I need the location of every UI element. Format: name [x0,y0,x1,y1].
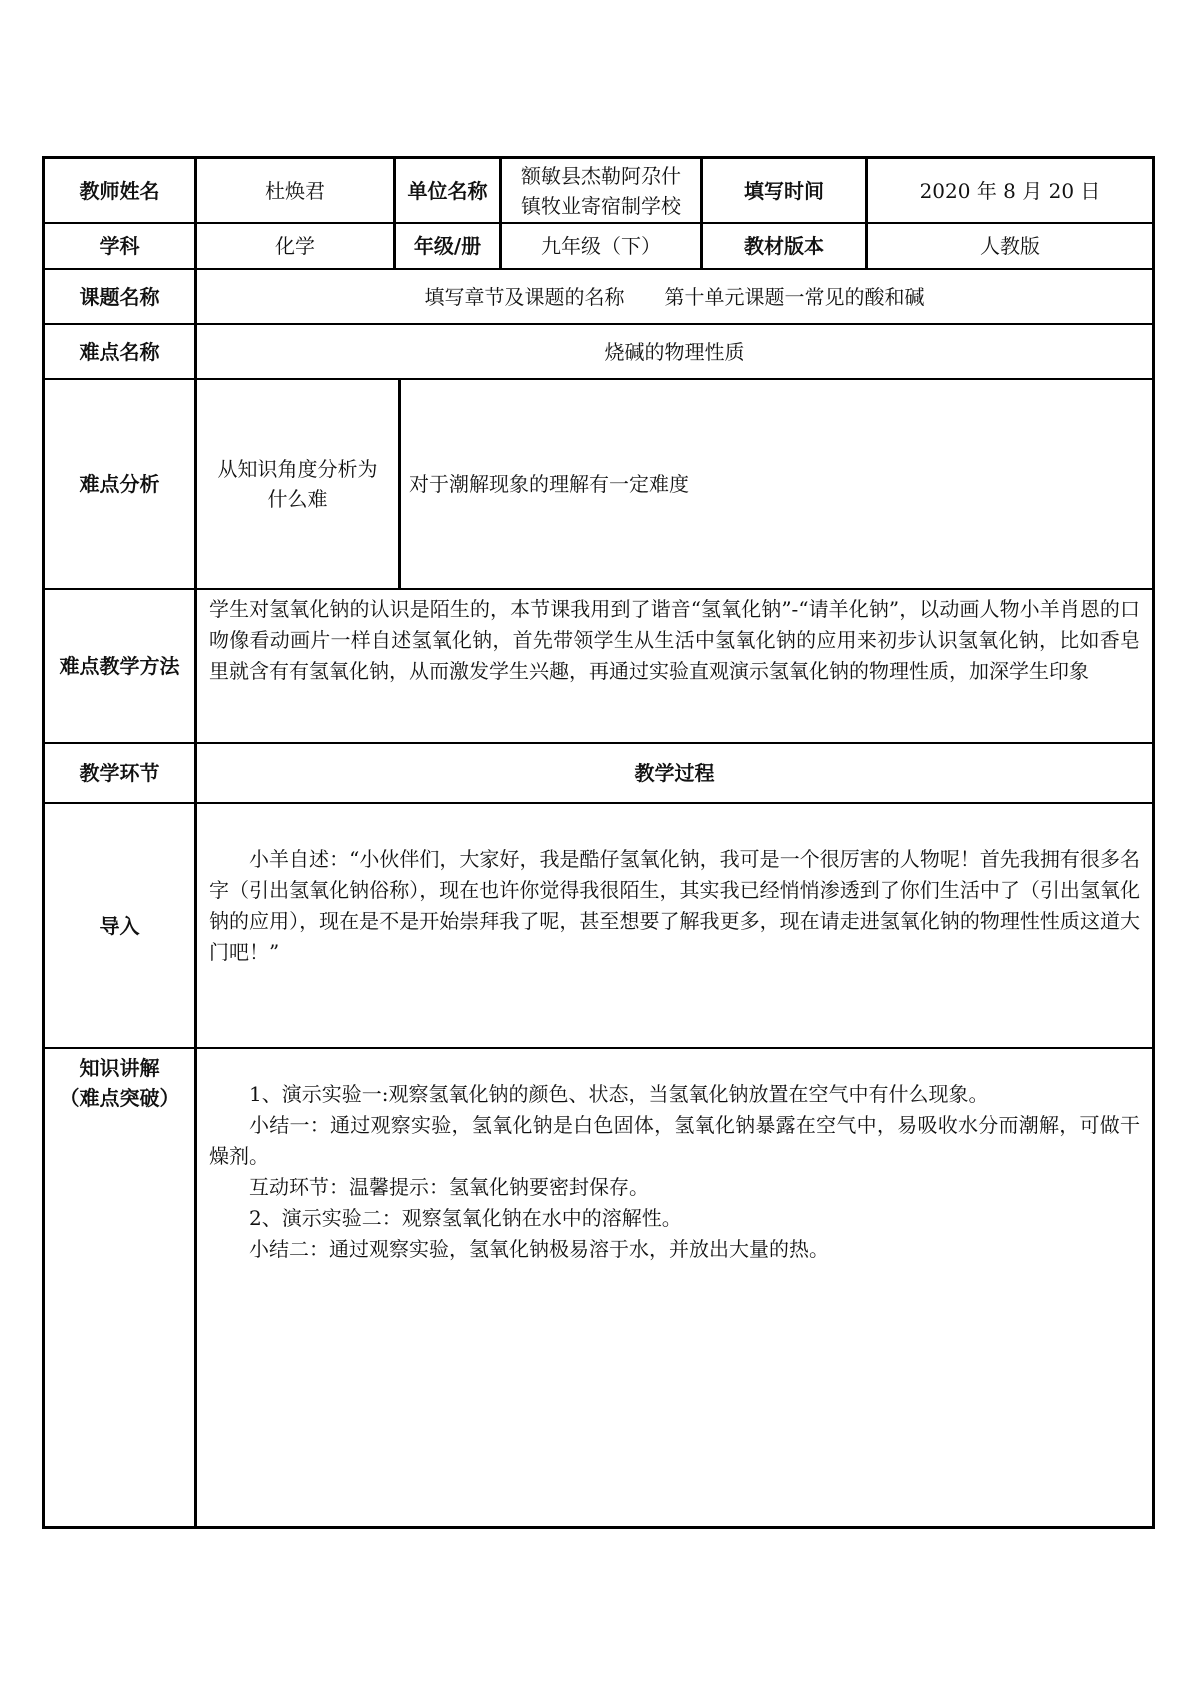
date-label: 填写时间 [703,159,868,222]
intro-text [209,844,1140,968]
analysis-sub-label [197,380,401,588]
analysis-sub-label-line1: 从知识角度分析为 [217,457,378,481]
row-knowledge [45,1049,1152,1526]
row-difficulty [45,325,1152,380]
lesson-plan-table [42,156,1155,1529]
subject-value: 化学 [197,224,396,268]
knowledge-label [45,1049,197,1526]
topic-label: 课题名称 [45,270,197,323]
knowledge-line-2: 小结一：通过观察实验，氢氧化钠是白色固体，氢氧化钠暴露在空气中，易吸收水分而潮解，可做干燥剂。 [209,1113,1140,1168]
unit-name [502,159,703,222]
unit-label: 单位名称 [396,159,502,222]
unit-name-line2: 镇牧业寄宿制学校 [521,193,681,218]
method-label: 难点教学方法 [45,590,197,742]
row-topic [45,270,1152,325]
knowledge-line-3: 互动环节：温馨提示：氢氧化钠要密封保存。 [249,1175,649,1199]
teacher-name: 杜焕君 [197,159,396,222]
difficulty-label: 难点名称 [45,325,197,378]
method-text [209,594,1140,687]
unit-name-line1: 额敏县杰勒阿尕什 [521,163,681,188]
grade-value: 九年级（下） [502,224,703,268]
knowledge-line-1: 1、演示实验一:观察氢氧化钠的颜色、状态，当氢氧化钠放置在空气中有什么现象。 [249,1082,989,1106]
method-paragraph: 学生对氢氧化钠的认识是陌生的，本节课我用到了谐音“氢氧化钠”-“请羊化钠”，以动画人物小羊肖恩的口吻像看动画片一样自述氢氧化钠，首先带领学生从生活中氢氧化钠的应用来初步认识氢氧化钠，比如香皂里就含有有氢氧化钠，从而激发学生兴趣，再通过实验直观演示氢氧化钠的物理性质，加深学生印象 [209,597,1140,683]
edition-value: 人教版 [980,234,1040,258]
analysis-label: 难点分析 [45,380,197,588]
process-title: 教学过程 [634,761,715,785]
topic-value: 填写章节及课题的名称 第十单元课题一常见的酸和碱 [424,284,925,309]
analysis-sub-label-line2: 什么难 [267,487,328,511]
grade-label: 年级/册 [396,224,502,268]
date-value: 2020 年 8 月 20 日 [919,178,1101,203]
intro-paragraph: 小羊自述：“小伙伴们，大家好，我是酷仔氢氧化钠，我可是一个很厉害的人物呢！首先我拥有很多名字（引出氢氧化钠俗称），现在也许你觉得我很陌生，其实我已经悄悄渗透到了你们生活中了（引出氢氧化钠的应用），现在是不是开始崇拜我了呢，甚至想要了解我更多，现在请走进氢氧化钠的物理性性质这道大门吧！” [209,847,1140,964]
row-method [45,590,1152,744]
intro-label: 导入 [45,804,197,1047]
row-subject-info [45,224,1152,270]
row-analysis [45,380,1152,590]
row-teacher-info [45,159,1152,224]
subject-label: 学科 [45,224,197,268]
edition-label: 教材版本 [703,224,868,268]
knowledge-line-5: 小结二：通过观察实验，氢氧化钠极易溶于水，并放出大量的热。 [249,1237,829,1261]
difficulty-value: 烧碱的物理性质 [604,339,745,364]
teacher-label: 教师姓名 [45,159,197,222]
knowledge-line-4: 2、演示实验二：观察氢氧化钠在水中的溶解性。 [249,1206,682,1230]
row-intro [45,804,1152,1049]
knowledge-label-line2: （难点突破） [59,1086,180,1110]
process-stage-label: 教学环节 [45,744,197,802]
row-process-header [45,744,1152,804]
analysis-value: 对于潮解现象的理解有一定难度 [409,472,689,496]
knowledge-label-line1: 知识讲解 [79,1056,160,1080]
knowledge-text [209,1079,1140,1265]
